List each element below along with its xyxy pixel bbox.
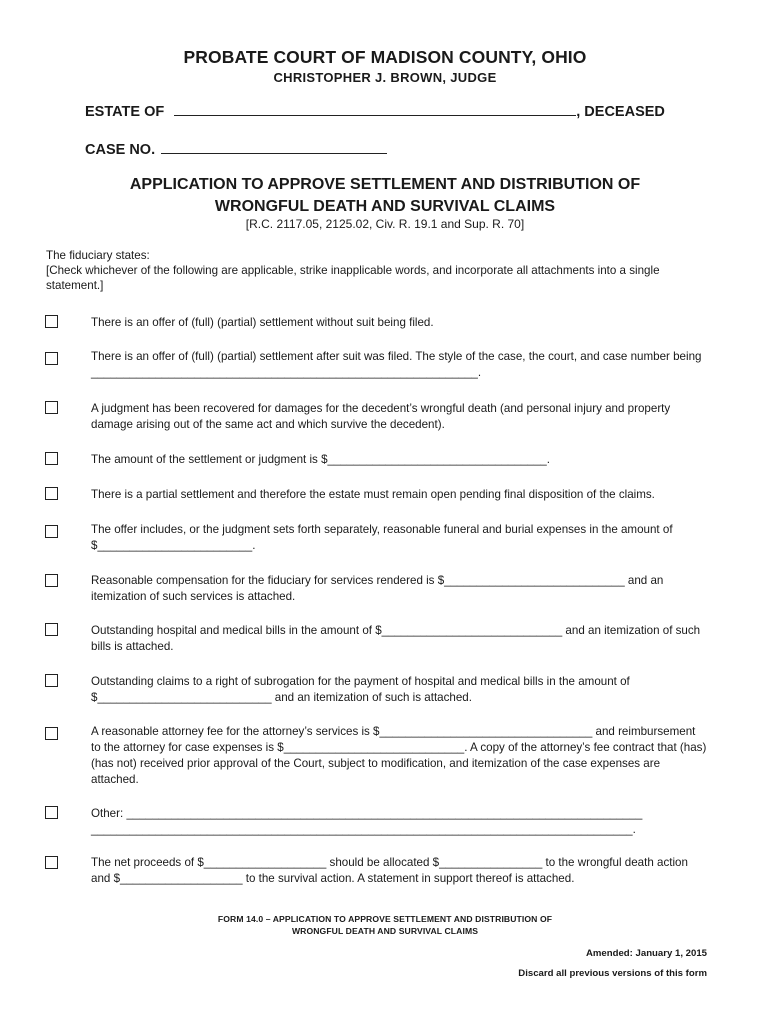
intro-statement: The fiduciary states: bbox=[46, 249, 150, 262]
court-name: PROBATE COURT OF MADISON COUNTY, OHIO bbox=[183, 47, 587, 67]
checkbox[interactable] bbox=[45, 623, 58, 636]
amended-date: Amended: January 1, 2015 bbox=[585, 948, 707, 959]
checkbox[interactable] bbox=[45, 674, 58, 687]
item-text: Reasonable compensation for the fiduciary for services rendered is $____________________________ and an itemization of such services is attached. bbox=[91, 574, 664, 603]
checkbox[interactable] bbox=[45, 315, 58, 328]
intro-instructions: [Check whichever of the following are applicable, strike inapplicable words, and incorporate all attachments into a single statement.] bbox=[46, 264, 660, 292]
deceased-label: , DECEASED bbox=[576, 104, 665, 120]
checkbox[interactable] bbox=[45, 574, 58, 587]
discard-notice: Discard all previous versions of this form bbox=[518, 968, 707, 979]
case-no-label: CASE NO. bbox=[85, 142, 156, 158]
form-footer bbox=[0, 913, 770, 937]
checkbox[interactable] bbox=[45, 727, 58, 740]
item-text: There is an offer of (full) (partial) settlement after suit was filed. The style of the case, the court, and case number being ____________________________________________________________. bbox=[91, 350, 702, 379]
checkbox[interactable] bbox=[45, 352, 58, 365]
item-text: Outstanding hospital and medical bills in the amount of $____________________________ and an itemization of such bills is attached. bbox=[91, 624, 701, 653]
checkbox[interactable] bbox=[45, 856, 58, 869]
statute-citation: [R.C. 2117.05, 2125.02, Civ. R. 19.1 and Sup. R. 70] bbox=[245, 217, 525, 231]
item-text: A reasonable attorney fee for the attorney’s services is $_________________________________ and reimbursement to the attorney for case expenses is $____________________________. A copy of the attorney’s fee contract that (has) (has not) received prior approval of the Court, subject to modification, and itemization of the case expenses are attached. bbox=[91, 725, 707, 786]
item-text: The amount of the settlement or judgment is $__________________________________. bbox=[91, 453, 550, 466]
case-number-line bbox=[85, 141, 387, 158]
item-text: Outstanding claims to a right of subrogation for the payment of hospital and medical bills in the amount of $___________________________ and an itemization of such is attached. bbox=[91, 675, 630, 704]
checkbox[interactable] bbox=[45, 401, 58, 414]
checkbox[interactable] bbox=[45, 487, 58, 500]
form-footer-line2: WRONGFUL DEATH AND SURVIVAL CLAIMS bbox=[291, 926, 479, 936]
item-text: A judgment has been recovered for damages for the decedent’s wrongful death (and personal injury and property damage arising out of the same act and which survive the decedent). bbox=[91, 402, 671, 431]
item-text: There is an offer of (full) (partial) settlement without suit being filed. bbox=[91, 316, 434, 329]
case-number-field[interactable] bbox=[161, 141, 387, 154]
item-text: The offer includes, or the judgment sets forth separately, reasonable funeral and burial expenses in the amount of $________________________. bbox=[91, 523, 673, 552]
form-title-line2: WRONGFUL DEATH AND SURVIVAL CLAIMS bbox=[214, 198, 556, 215]
checkbox[interactable] bbox=[45, 525, 58, 538]
judge-name: CHRISTOPHER J. BROWN, JUDGE bbox=[273, 70, 497, 85]
form-footer-line1: FORM 14.0 – APPLICATION TO APPROVE SETTLEMENT AND DISTRIBUTION OF bbox=[217, 914, 553, 924]
item-text: Other: ________________________________________________________________________________ ____________________________________________________________________________________. bbox=[91, 807, 643, 836]
estate-of-line bbox=[85, 103, 665, 120]
item-text: There is a partial settlement and therefore the estate must remain open pending final disposition of the claims. bbox=[91, 488, 655, 501]
estate-of-label: ESTATE OF bbox=[85, 104, 165, 120]
checkbox[interactable] bbox=[45, 806, 58, 819]
estate-name-field[interactable] bbox=[174, 103, 576, 116]
item-text: The net proceeds of $___________________ should be allocated $________________ to the wrongful death action and $___________________ to the survival action. A statement in support thereof is attached. bbox=[91, 856, 688, 885]
form-title-line1: APPLICATION TO APPROVE SETTLEMENT AND DISTRIBUTION OF bbox=[129, 176, 641, 193]
checkbox[interactable] bbox=[45, 452, 58, 465]
